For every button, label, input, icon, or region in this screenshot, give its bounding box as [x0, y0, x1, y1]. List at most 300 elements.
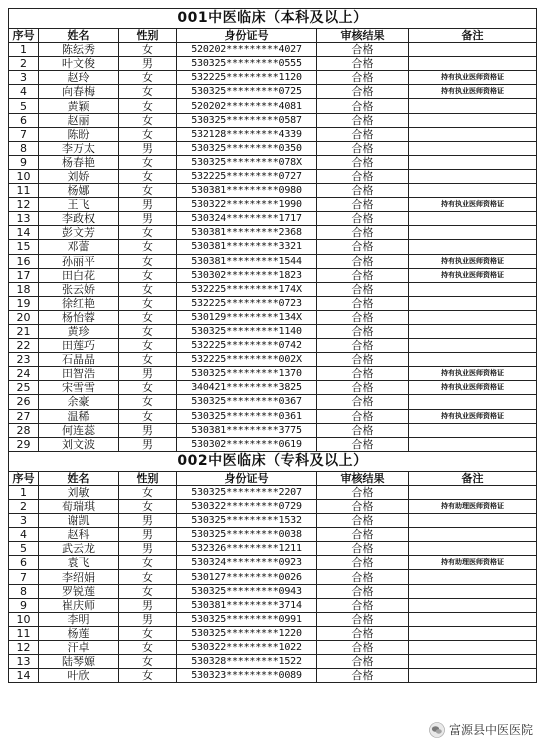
note-cell	[409, 514, 537, 528]
name-cell: 何连蕊	[39, 423, 119, 437]
name-cell: 田智浩	[39, 367, 119, 381]
id-number-cell: 532225*********174X	[177, 282, 317, 296]
gender-cell: 男	[119, 437, 177, 451]
gender-cell: 女	[119, 85, 177, 99]
note-cell	[409, 570, 537, 584]
result-cell: 合格	[317, 395, 409, 409]
name-cell: 田莲巧	[39, 339, 119, 353]
result-cell: 合格	[317, 296, 409, 310]
table-row	[9, 556, 537, 570]
id-number-cell: 530129*********134X	[177, 310, 317, 324]
result-cell: 合格	[317, 669, 409, 683]
result-cell: 合格	[317, 169, 409, 183]
result-cell: 合格	[317, 141, 409, 155]
name-cell: 荀瑞琪	[39, 500, 119, 514]
gender-cell: 女	[119, 570, 177, 584]
wechat-logo-icon	[429, 722, 445, 738]
result-cell: 合格	[317, 626, 409, 640]
result-cell: 合格	[317, 514, 409, 528]
result-cell: 合格	[317, 556, 409, 570]
name-cell: 陆琴嫄	[39, 655, 119, 669]
note-cell	[409, 155, 537, 169]
gender-cell: 男	[119, 198, 177, 212]
note-cell	[409, 353, 537, 367]
header-row	[9, 471, 537, 485]
table-row	[9, 528, 537, 542]
seq-cell: 13	[9, 212, 39, 226]
note-cell	[409, 226, 537, 240]
id-number-cell: 520202*********4027	[177, 43, 317, 57]
gender-cell: 女	[119, 556, 177, 570]
column-header: 身份证号	[177, 29, 317, 43]
gender-cell: 男	[119, 212, 177, 226]
seq-cell: 23	[9, 353, 39, 367]
note-cell	[409, 43, 537, 57]
note-cell	[409, 113, 537, 127]
note-cell	[409, 169, 537, 183]
gender-cell: 女	[119, 127, 177, 141]
watermark-text: 富源县中医医院	[448, 723, 533, 737]
seq-cell: 17	[9, 268, 39, 282]
result-cell: 合格	[317, 212, 409, 226]
result-cell: 合格	[317, 339, 409, 353]
table-row	[9, 310, 537, 324]
gender-cell: 男	[119, 542, 177, 556]
seq-cell: 19	[9, 296, 39, 310]
note-cell: 持有执业医师资格证	[409, 85, 537, 99]
table-row	[9, 669, 537, 683]
name-cell: 石晶晶	[39, 353, 119, 367]
result-cell: 合格	[317, 485, 409, 499]
note-cell	[409, 640, 537, 654]
table-row	[9, 71, 537, 85]
seq-cell: 16	[9, 254, 39, 268]
column-header: 性别	[119, 471, 177, 485]
table-row	[9, 212, 537, 226]
seq-cell: 5	[9, 99, 39, 113]
seq-cell: 12	[9, 640, 39, 654]
gender-cell: 女	[119, 113, 177, 127]
result-cell: 合格	[317, 310, 409, 324]
name-cell: 徐红艳	[39, 296, 119, 310]
section-title-row	[9, 451, 537, 471]
id-number-cell: 530325*********0991	[177, 612, 317, 626]
seq-cell: 7	[9, 127, 39, 141]
table-row	[9, 324, 537, 338]
note-cell	[409, 184, 537, 198]
name-cell: 赵丽	[39, 113, 119, 127]
name-cell: 余豪	[39, 395, 119, 409]
name-cell: 刘敏	[39, 485, 119, 499]
name-cell: 温稀	[39, 409, 119, 423]
seq-cell: 29	[9, 437, 39, 451]
id-number-cell: 530324*********0923	[177, 556, 317, 570]
note-cell	[409, 423, 537, 437]
gender-cell: 女	[119, 254, 177, 268]
column-header: 备注	[409, 471, 537, 485]
result-cell: 合格	[317, 640, 409, 654]
note-cell	[409, 240, 537, 254]
name-cell: 汗卓	[39, 640, 119, 654]
id-number-cell: 530325*********078X	[177, 155, 317, 169]
result-cell: 合格	[317, 324, 409, 338]
result-cell: 合格	[317, 612, 409, 626]
result-cell: 合格	[317, 655, 409, 669]
gender-cell: 女	[119, 310, 177, 324]
column-header: 备注	[409, 29, 537, 43]
name-cell: 武云龙	[39, 542, 119, 556]
result-cell: 合格	[317, 57, 409, 71]
gender-cell: 男	[119, 528, 177, 542]
note-cell: 持有执业医师资格证	[409, 367, 537, 381]
note-cell	[409, 542, 537, 556]
gender-cell: 女	[119, 640, 177, 654]
table-row	[9, 423, 537, 437]
name-cell: 谢凯	[39, 514, 119, 528]
id-number-cell: 530325*********1140	[177, 324, 317, 338]
id-number-cell: 530325*********0350	[177, 141, 317, 155]
seq-cell: 10	[9, 612, 39, 626]
name-cell: 刘娇	[39, 169, 119, 183]
id-number-cell: 530381*********3321	[177, 240, 317, 254]
table-row	[9, 226, 537, 240]
table-row	[9, 184, 537, 198]
id-number-cell: 532225*********0742	[177, 339, 317, 353]
result-cell: 合格	[317, 598, 409, 612]
gender-cell: 女	[119, 268, 177, 282]
result-cell: 合格	[317, 353, 409, 367]
table-row	[9, 584, 537, 598]
id-number-cell: 340421*********3825	[177, 381, 317, 395]
result-cell: 合格	[317, 198, 409, 212]
note-cell	[409, 655, 537, 669]
id-number-cell: 532225*********002X	[177, 353, 317, 367]
seq-cell: 26	[9, 395, 39, 409]
seq-cell: 4	[9, 85, 39, 99]
table-row	[9, 500, 537, 514]
seq-cell: 3	[9, 514, 39, 528]
gender-cell: 女	[119, 626, 177, 640]
result-cell: 合格	[317, 570, 409, 584]
name-cell: 赵科	[39, 528, 119, 542]
id-number-cell: 530325*********0943	[177, 584, 317, 598]
table-row	[9, 155, 537, 169]
gender-cell: 女	[119, 381, 177, 395]
gender-cell: 女	[119, 669, 177, 683]
result-cell: 合格	[317, 437, 409, 451]
table-row	[9, 640, 537, 654]
column-header: 性别	[119, 29, 177, 43]
result-cell: 合格	[317, 226, 409, 240]
id-number-cell: 532326*********1211	[177, 542, 317, 556]
id-number-cell: 530325*********0367	[177, 395, 317, 409]
id-number-cell: 530381*********3714	[177, 598, 317, 612]
seq-cell: 7	[9, 570, 39, 584]
note-cell: 持有执业医师资格证	[409, 198, 537, 212]
result-cell: 合格	[317, 113, 409, 127]
result-cell: 合格	[317, 240, 409, 254]
seq-cell: 11	[9, 626, 39, 640]
name-cell: 崔庆师	[39, 598, 119, 612]
id-number-cell: 530322*********1022	[177, 640, 317, 654]
seq-cell: 6	[9, 556, 39, 570]
note-cell	[409, 324, 537, 338]
seq-cell: 27	[9, 409, 39, 423]
name-cell: 张云娇	[39, 282, 119, 296]
gender-cell: 女	[119, 99, 177, 113]
id-number-cell: 530325*********0555	[177, 57, 317, 71]
note-cell	[409, 212, 537, 226]
gender-cell: 女	[119, 184, 177, 198]
id-number-cell: 530325*********1220	[177, 626, 317, 640]
table-row	[9, 240, 537, 254]
result-cell: 合格	[317, 127, 409, 141]
note-cell	[409, 528, 537, 542]
roster-document	[8, 8, 536, 683]
table-row	[9, 99, 537, 113]
roster-table	[8, 8, 537, 683]
name-cell: 李万太	[39, 141, 119, 155]
result-cell: 合格	[317, 528, 409, 542]
result-cell: 合格	[317, 268, 409, 282]
seq-cell: 11	[9, 184, 39, 198]
table-row	[9, 381, 537, 395]
table-row	[9, 85, 537, 99]
gender-cell: 女	[119, 500, 177, 514]
column-header: 审核结果	[317, 471, 409, 485]
note-cell	[409, 485, 537, 499]
note-cell: 持有助理医师资格证	[409, 500, 537, 514]
note-cell	[409, 437, 537, 451]
gender-cell: 女	[119, 353, 177, 367]
result-cell: 合格	[317, 381, 409, 395]
name-cell: 刘文波	[39, 437, 119, 451]
id-number-cell: 530328*********1522	[177, 655, 317, 669]
gender-cell: 男	[119, 57, 177, 71]
result-cell: 合格	[317, 71, 409, 85]
table-row	[9, 113, 537, 127]
seq-cell: 14	[9, 669, 39, 683]
column-header: 身份证号	[177, 471, 317, 485]
id-number-cell: 530381*********2368	[177, 226, 317, 240]
note-cell	[409, 296, 537, 310]
seq-cell: 12	[9, 198, 39, 212]
seq-cell: 22	[9, 339, 39, 353]
result-cell: 合格	[317, 423, 409, 437]
seq-cell: 2	[9, 57, 39, 71]
gender-cell: 女	[119, 169, 177, 183]
name-cell: 李明	[39, 612, 119, 626]
note-cell	[409, 669, 537, 683]
id-number-cell: 530322*********0729	[177, 500, 317, 514]
header-row	[9, 29, 537, 43]
gender-cell: 女	[119, 409, 177, 423]
seq-cell: 18	[9, 282, 39, 296]
gender-cell: 女	[119, 324, 177, 338]
column-header: 姓名	[39, 29, 119, 43]
name-cell: 罗锐莲	[39, 584, 119, 598]
seq-cell: 25	[9, 381, 39, 395]
gender-cell: 男	[119, 514, 177, 528]
note-cell	[409, 584, 537, 598]
name-cell: 向春梅	[39, 85, 119, 99]
result-cell: 合格	[317, 254, 409, 268]
table-row	[9, 570, 537, 584]
name-cell: 宋雪雪	[39, 381, 119, 395]
table-row	[9, 409, 537, 423]
note-cell	[409, 99, 537, 113]
seq-cell: 13	[9, 655, 39, 669]
name-cell: 赵玲	[39, 71, 119, 85]
name-cell: 孙丽平	[39, 254, 119, 268]
note-cell	[409, 626, 537, 640]
name-cell: 杨春艳	[39, 155, 119, 169]
id-number-cell: 530325*********1370	[177, 367, 317, 381]
gender-cell: 女	[119, 339, 177, 353]
table-row	[9, 598, 537, 612]
result-cell: 合格	[317, 500, 409, 514]
name-cell: 田白花	[39, 268, 119, 282]
seq-cell: 2	[9, 500, 39, 514]
table-row	[9, 437, 537, 451]
table-row	[9, 57, 537, 71]
gender-cell: 女	[119, 282, 177, 296]
note-cell: 持有执业医师资格证	[409, 71, 537, 85]
table-row	[9, 268, 537, 282]
gender-cell: 男	[119, 612, 177, 626]
column-header: 序号	[9, 29, 39, 43]
table-row	[9, 198, 537, 212]
note-cell: 持有执业医师资格证	[409, 409, 537, 423]
id-number-cell: 530127*********0026	[177, 570, 317, 584]
id-number-cell: 530325*********0587	[177, 113, 317, 127]
gender-cell: 女	[119, 655, 177, 669]
section-title-row	[9, 9, 537, 29]
table-row	[9, 542, 537, 556]
seq-cell: 9	[9, 155, 39, 169]
table-row	[9, 43, 537, 57]
gender-cell: 男	[119, 141, 177, 155]
name-cell: 黄颖	[39, 99, 119, 113]
seq-cell: 14	[9, 226, 39, 240]
table-row	[9, 282, 537, 296]
note-cell: 持有执业医师资格证	[409, 268, 537, 282]
table-row	[9, 655, 537, 669]
gender-cell: 女	[119, 240, 177, 254]
seq-cell: 20	[9, 310, 39, 324]
seq-cell: 6	[9, 113, 39, 127]
name-cell: 邓蕾	[39, 240, 119, 254]
seq-cell: 1	[9, 485, 39, 499]
seq-cell: 8	[9, 141, 39, 155]
gender-cell: 女	[119, 43, 177, 57]
gender-cell: 女	[119, 584, 177, 598]
name-cell: 李政权	[39, 212, 119, 226]
id-number-cell: 530302*********1823	[177, 268, 317, 282]
note-cell: 持有执业医师资格证	[409, 381, 537, 395]
table-row	[9, 169, 537, 183]
gender-cell: 女	[119, 71, 177, 85]
id-number-cell: 530381*********3775	[177, 423, 317, 437]
result-cell: 合格	[317, 584, 409, 598]
id-number-cell: 530381*********0980	[177, 184, 317, 198]
name-cell: 叶欣	[39, 669, 119, 683]
table-row	[9, 514, 537, 528]
seq-cell: 4	[9, 528, 39, 542]
result-cell: 合格	[317, 367, 409, 381]
gender-cell: 女	[119, 485, 177, 499]
id-number-cell: 530302*********0619	[177, 437, 317, 451]
column-header: 序号	[9, 471, 39, 485]
result-cell: 合格	[317, 155, 409, 169]
id-number-cell: 532128*********4339	[177, 127, 317, 141]
seq-cell: 3	[9, 71, 39, 85]
name-cell: 黄珍	[39, 324, 119, 338]
note-cell	[409, 612, 537, 626]
gender-cell: 男	[119, 598, 177, 612]
result-cell: 合格	[317, 99, 409, 113]
watermark	[426, 720, 536, 739]
gender-cell: 女	[119, 155, 177, 169]
note-cell	[409, 310, 537, 324]
gender-cell: 男	[119, 423, 177, 437]
table-row	[9, 141, 537, 155]
name-cell: 杨莲	[39, 626, 119, 640]
id-number-cell: 532225*********1120	[177, 71, 317, 85]
seq-cell: 10	[9, 169, 39, 183]
id-number-cell: 530325*********2207	[177, 485, 317, 499]
table-row	[9, 296, 537, 310]
table-row	[9, 395, 537, 409]
gender-cell: 男	[119, 367, 177, 381]
table-row	[9, 254, 537, 268]
seq-cell: 24	[9, 367, 39, 381]
section-title: 001中医临床（本科及以上）	[9, 9, 537, 29]
note-cell	[409, 127, 537, 141]
note-cell: 持有助理医师资格证	[409, 556, 537, 570]
name-cell: 袁飞	[39, 556, 119, 570]
table-row	[9, 367, 537, 381]
id-number-cell: 532225*********0723	[177, 296, 317, 310]
id-number-cell: 530381*********1544	[177, 254, 317, 268]
gender-cell: 女	[119, 226, 177, 240]
column-header: 审核结果	[317, 29, 409, 43]
note-cell	[409, 141, 537, 155]
table-row	[9, 339, 537, 353]
seq-cell: 1	[9, 43, 39, 57]
gender-cell: 女	[119, 395, 177, 409]
name-cell: 叶文俊	[39, 57, 119, 71]
result-cell: 合格	[317, 184, 409, 198]
result-cell: 合格	[317, 282, 409, 296]
table-row	[9, 485, 537, 499]
note-cell	[409, 57, 537, 71]
seq-cell: 28	[9, 423, 39, 437]
id-number-cell: 530325*********0361	[177, 409, 317, 423]
table-row	[9, 626, 537, 640]
id-number-cell: 530324*********1717	[177, 212, 317, 226]
name-cell: 李绍娟	[39, 570, 119, 584]
name-cell: 杨怡蓉	[39, 310, 119, 324]
id-number-cell: 530325*********0038	[177, 528, 317, 542]
result-cell: 合格	[317, 542, 409, 556]
table-row	[9, 612, 537, 626]
id-number-cell: 530325*********0725	[177, 85, 317, 99]
name-cell: 陈纭秀	[39, 43, 119, 57]
seq-cell: 21	[9, 324, 39, 338]
result-cell: 合格	[317, 43, 409, 57]
table-row	[9, 353, 537, 367]
